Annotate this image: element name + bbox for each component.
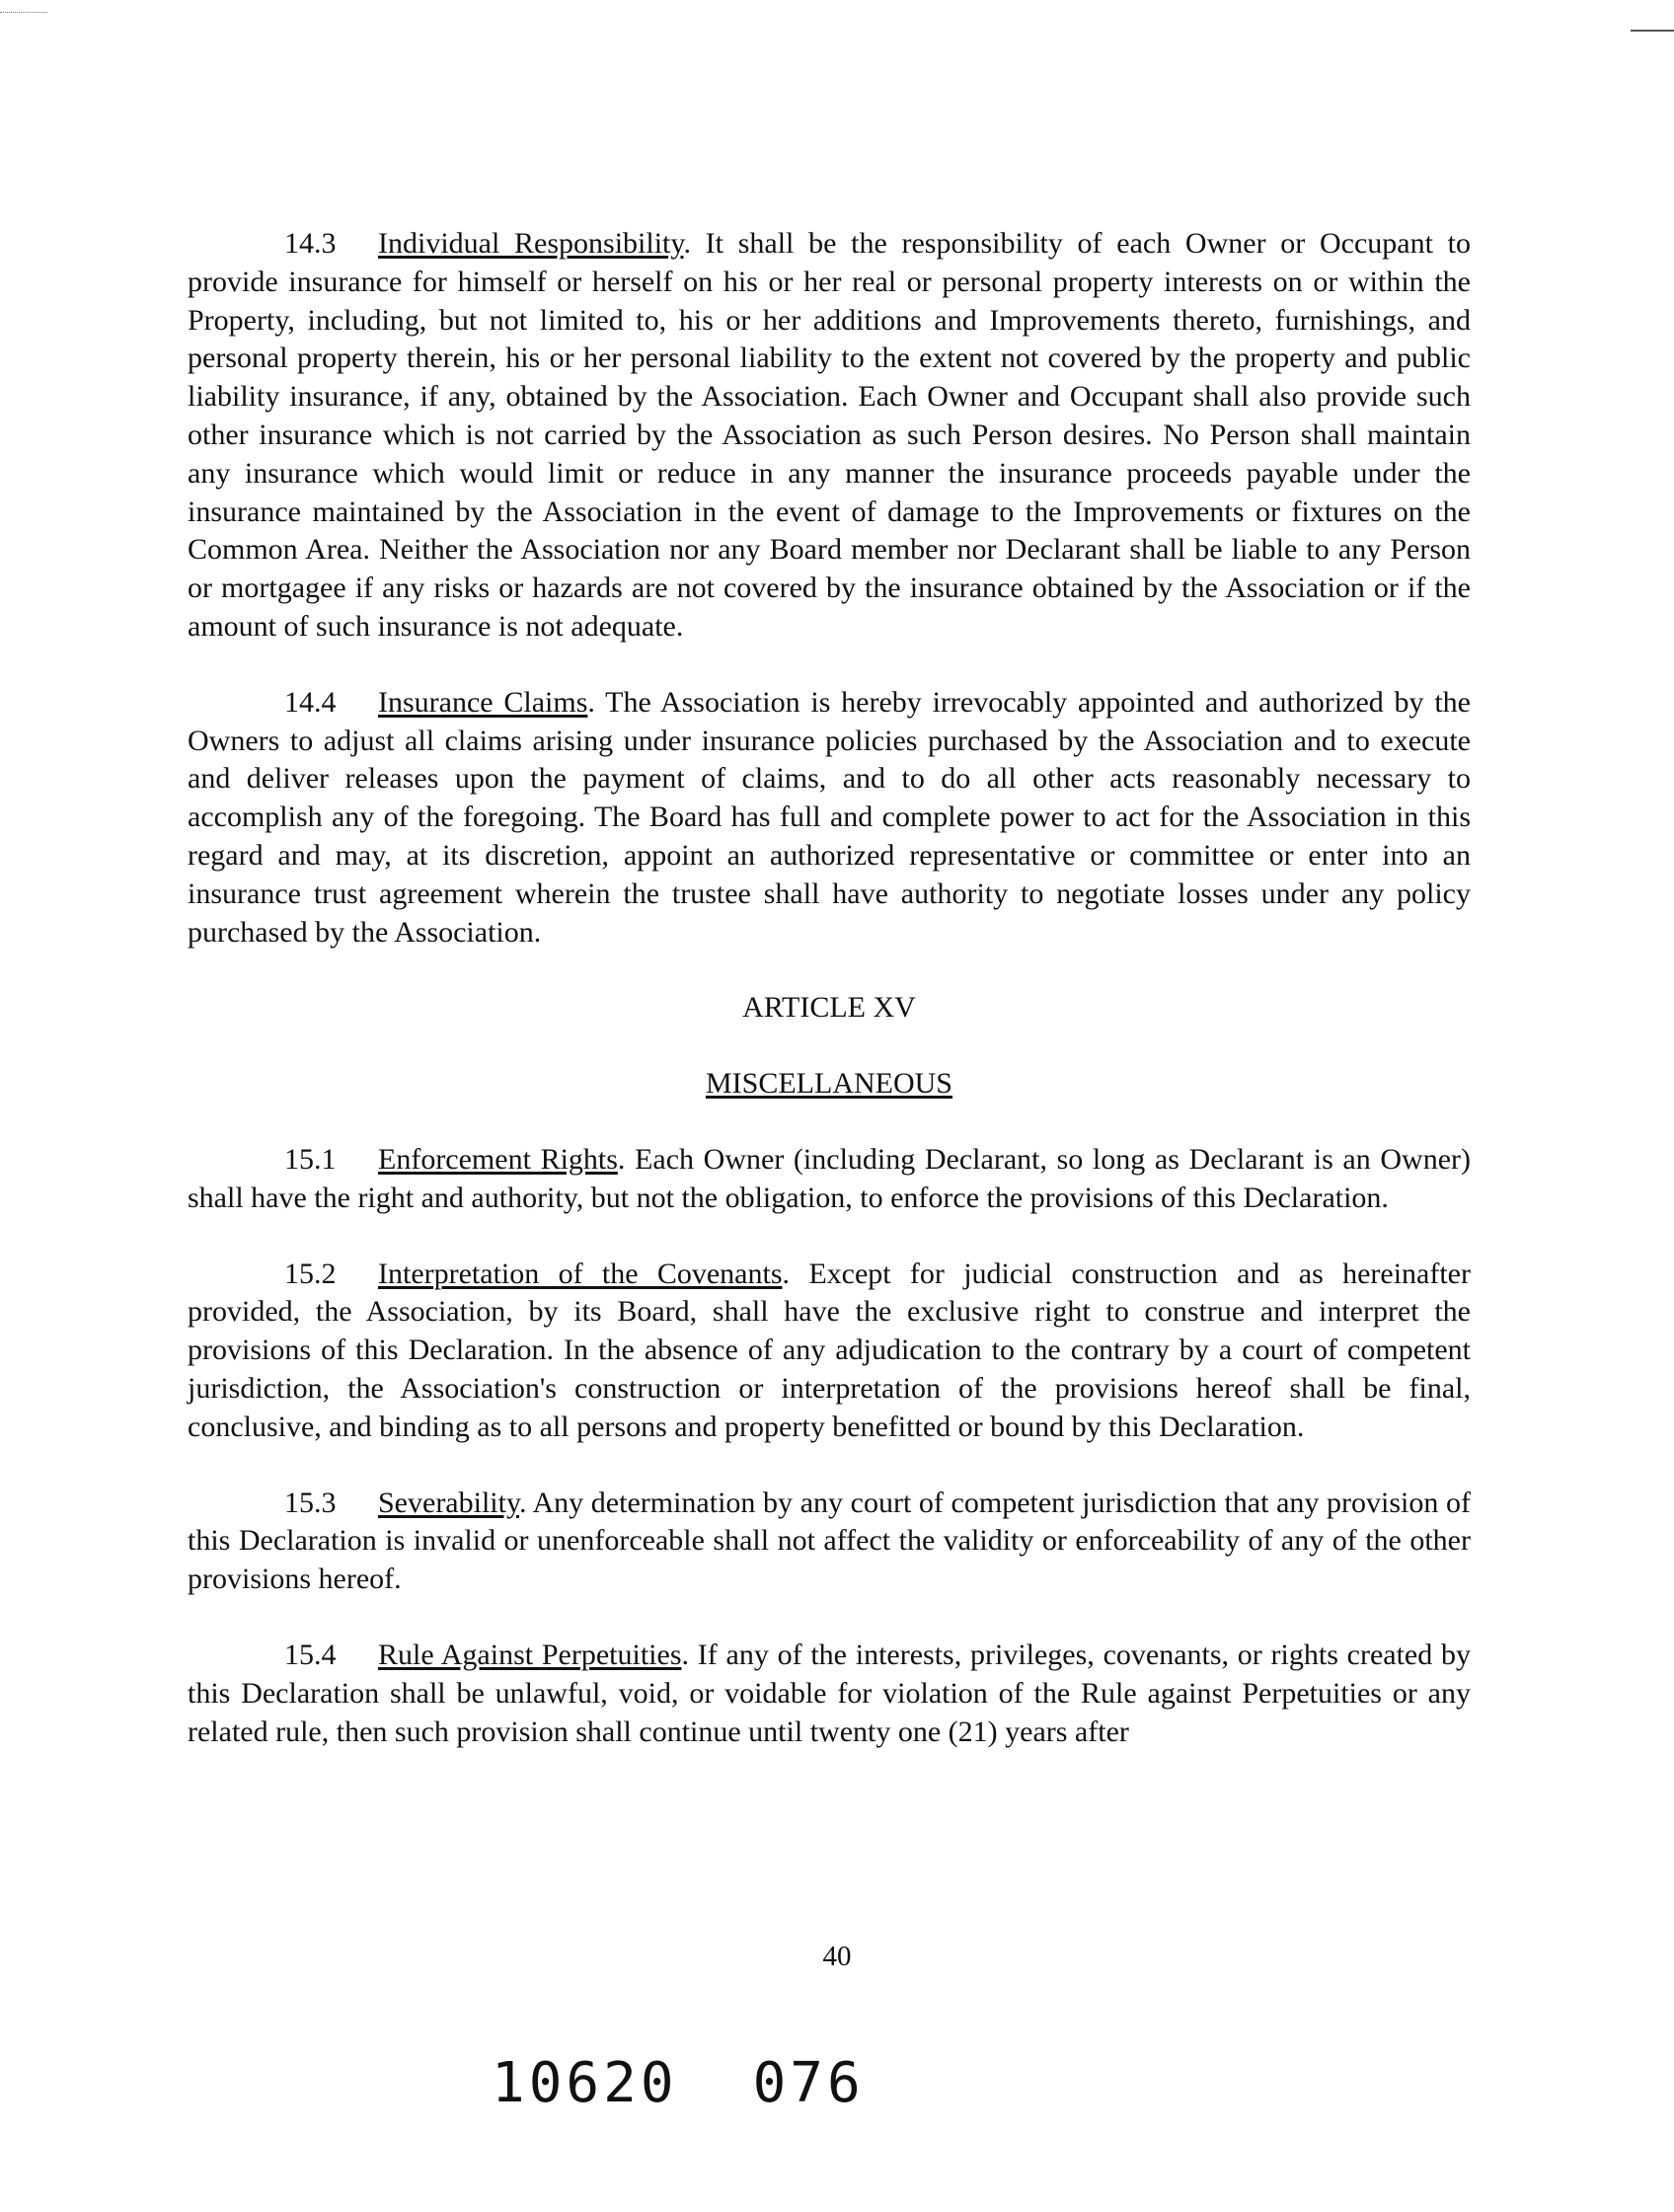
section-text: . If any of the interests, privileges, covenants, or rights created by this Declaration shall be unlawful, void, or voidable for violation of the Rule against Perpetuities or any related rule, then such provision shall continue until twenty one (21) years after [188, 1638, 1471, 1748]
section-number: 14.3 [284, 227, 337, 260]
section-number: 15.1 [284, 1142, 337, 1176]
article-title: MISCELLANEOUS [705, 1067, 952, 1101]
section-title: Individual Responsibility [378, 227, 684, 260]
section-text: . The Association is hereby irrevocably appointed and authorized by the Owners to adjust all claims arising under insurance policies purchased by the Association and to execute and deliver releases upon the payment of claims, and to do all other acts reasonably necessary to accomplish any of the foregoing. The Board has full and complete power to act for the Association in this regard and may, at its discretion, appoint an authorized representative or committee or enter into an insurance trust agreement wherein the trustee shall have authority to negotiate losses under any policy purchased by the Association. [188, 685, 1471, 949]
scan-edge-mark-right [1631, 30, 1674, 32]
article-heading [188, 1065, 1471, 1104]
section-title: Severability [378, 1486, 520, 1519]
page-number: 40 [822, 1941, 852, 1972]
recording-stamp [492, 2051, 865, 2115]
section-number: 15.3 [284, 1486, 337, 1519]
stamp-page-number: 076 [752, 2051, 865, 2115]
stamp-book-number: 10620 [492, 2051, 678, 2115]
section-number: 15.4 [284, 1638, 337, 1671]
section-text: . Each Owner (including Declarant, so long as Declarant is an Owner) shall have the right and authority, but not the obligation, to enforce the provisions of this Declaration. [188, 1142, 1471, 1214]
scan-edge-mark-left [0, 12, 47, 13]
section-15-3 [188, 1485, 1471, 1599]
section-14-3 [188, 225, 1471, 647]
section-15-2 [188, 1256, 1471, 1447]
section-number: 15.2 [284, 1257, 337, 1290]
section-title: Insurance Claims [378, 685, 588, 719]
article-label: ARTICLE XV [742, 991, 916, 1025]
section-title: Interpretation of the Covenants [378, 1257, 783, 1290]
section-14-4 [188, 684, 1471, 953]
document-body [188, 225, 1471, 1789]
section-text: . Except for judicial construction and as hereinafter provided, the Association, by its Board, shall have the exclusive right to construe and interpret the provisions of this Declaration. In the absence of any adjudication to the contrary by a court of competent jurisdiction, the Association's construction or interpretation of the provisions hereof shall be final, conclusive, and binding as to all persons and property benefitted or bound by this Declaration. [188, 1257, 1471, 1443]
section-15-4 [188, 1637, 1471, 1751]
section-text: . Any determination by any court of competent jurisdiction that any provision of this Declaration is invalid or unenforceable shall not affect the validity or enforceability of any of the other provisions hereof. [188, 1486, 1471, 1596]
section-title: Enforcement Rights [378, 1142, 618, 1176]
section-text: . It shall be the responsibility of each Owner or Occupant to provide insurance for himself or herself on his or her real or personal property interests on or within the Property, including, but not limited to, his or her additions and Improvements thereto, furnishings, and personal property therein, his or her personal liability to the extent not covered by the property and public liability insurance, if any, obtained by the Association. Each Owner and Occupant shall also provide such other insurance which is not carried by the Association as such Person desires. No Person shall maintain any insurance which would limit or reduce in any manner the insurance proceeds payable under the insurance maintained by the Association in the event of damage to the Improvements or fixtures on the Common Area. Neither the Association nor any Board member nor Declarant shall be liable to any Person or mortgagee if any risks or hazards are not covered by the insurance obtained by the Association or if the amount of such insurance is not adequate. [188, 227, 1471, 643]
section-15-1 [188, 1141, 1471, 1218]
section-title: Rule Against Perpetuities [378, 1638, 682, 1671]
section-number: 14.4 [284, 685, 337, 719]
